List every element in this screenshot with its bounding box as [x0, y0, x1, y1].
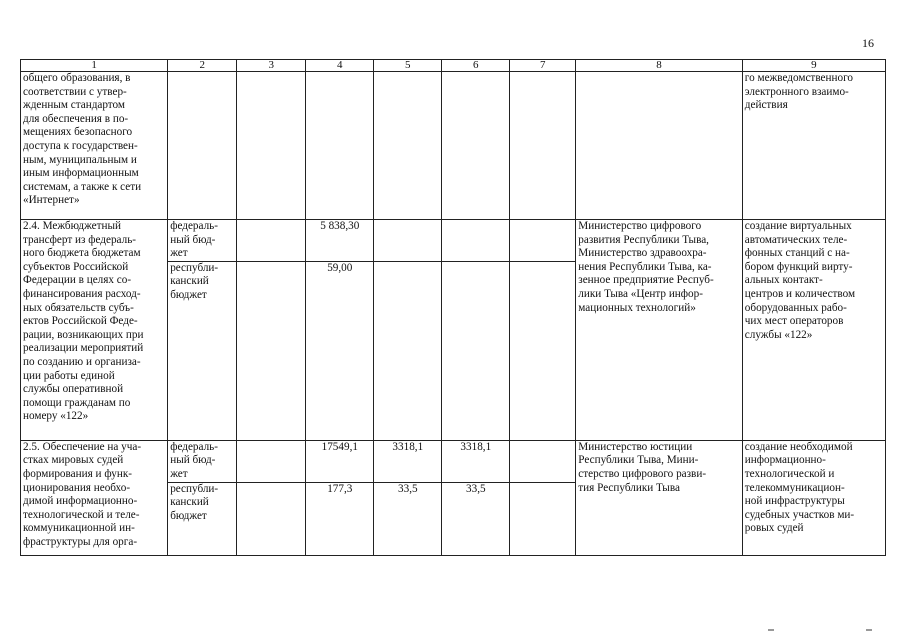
value-cell [510, 482, 576, 555]
funding-source-cell [168, 72, 237, 220]
value-cell: 3318,1 [442, 440, 510, 482]
value-cell [237, 220, 306, 262]
funding-source-cell: федераль- ный бюд- жет [168, 440, 237, 482]
value-cell [374, 261, 442, 440]
value-cell: 33,5 [442, 482, 510, 555]
column-header: 1 [21, 60, 168, 72]
activity-cell: 2.4. Межбюджетный трансферт из федераль- ного бюджета бюджетам субъектов Российской Федерации в целях со- финансирования расход- ных обязательств субъ- ектов Российской Феде- рации, возникающих при реализации мероприятий по созданию и организа- ции работы единой службы оперативной помощи гражданам по номеру «122» [21, 220, 168, 441]
result-cell: создание виртуальных автоматических теле- фонных станций с на- бором функций вирту- альных контакт- центров и количеством оборудованных рабо- чих мест операторов службы «122» [742, 220, 885, 441]
column-header: 4 [306, 60, 374, 72]
value-cell: 5 838,30 [306, 220, 374, 262]
value-cell [237, 482, 306, 555]
table-header-row [21, 60, 886, 72]
page-number: 16 [862, 36, 874, 50]
scan-mark [866, 629, 872, 631]
value-cell: 177,3 [306, 482, 374, 555]
column-header: 7 [510, 60, 576, 72]
funding-source-cell: республи- канский бюджет [168, 482, 237, 555]
value-cell [510, 440, 576, 482]
result-cell: создание необходимой информационно- технологической и телекоммуникацион- ной инфраструктуры судебных участков ми- ровых судей [742, 440, 885, 555]
value-cell [510, 72, 576, 220]
value-cell [237, 72, 306, 220]
table-row [21, 72, 886, 220]
value-cell [237, 261, 306, 440]
value-cell [306, 72, 374, 220]
scan-mark [768, 629, 774, 631]
column-header: 8 [576, 60, 743, 72]
value-cell [510, 220, 576, 262]
column-header: 5 [374, 60, 442, 72]
column-header: 3 [237, 60, 306, 72]
value-cell [510, 261, 576, 440]
activity-cell: 2.5. Обеспечение на уча- стках мировых судей формирования и функ- ционирования необхо- димой информационно- технологической и теле- коммуникационной ин- фраструктуры для орга- [21, 440, 168, 555]
table-row [21, 220, 886, 262]
activity-cell: общего образования, в соответствии с утвер- жденным стандартом для обеспечения в по- мещениях безопасного доступа к государствен- ным, муниципальным и иным информационным системам, а также к сети «Интернет» [21, 72, 168, 220]
column-header: 6 [442, 60, 510, 72]
value-cell [442, 220, 510, 262]
responsible-cell: Министерство юстиции Республики Тыва, Мини- стерство цифрового разви- тия Республики Тыва [576, 440, 743, 555]
table-row [21, 440, 886, 482]
value-cell [442, 261, 510, 440]
column-header: 2 [168, 60, 237, 72]
column-header: 9 [742, 60, 885, 72]
responsible-cell [576, 72, 743, 220]
value-cell: 3318,1 [374, 440, 442, 482]
result-cell: го межведомственного электронного взаимо- действия [742, 72, 885, 220]
value-cell: 59,00 [306, 261, 374, 440]
funding-source-cell: республи- канский бюджет [168, 261, 237, 440]
value-cell [374, 72, 442, 220]
value-cell [374, 220, 442, 262]
value-cell: 33,5 [374, 482, 442, 555]
funding-source-cell: федераль- ный бюд- жет [168, 220, 237, 262]
value-cell [442, 72, 510, 220]
responsible-cell: Министерство цифрового развития Республики Тыва, Министерство здравоохра- нения Республики Тыва, ка- зенное предприятие Респуб- лики Тыва «Центр инфор- мационных технологий» [576, 220, 743, 441]
value-cell [237, 440, 306, 482]
value-cell: 17549,1 [306, 440, 374, 482]
program-table [20, 59, 886, 556]
